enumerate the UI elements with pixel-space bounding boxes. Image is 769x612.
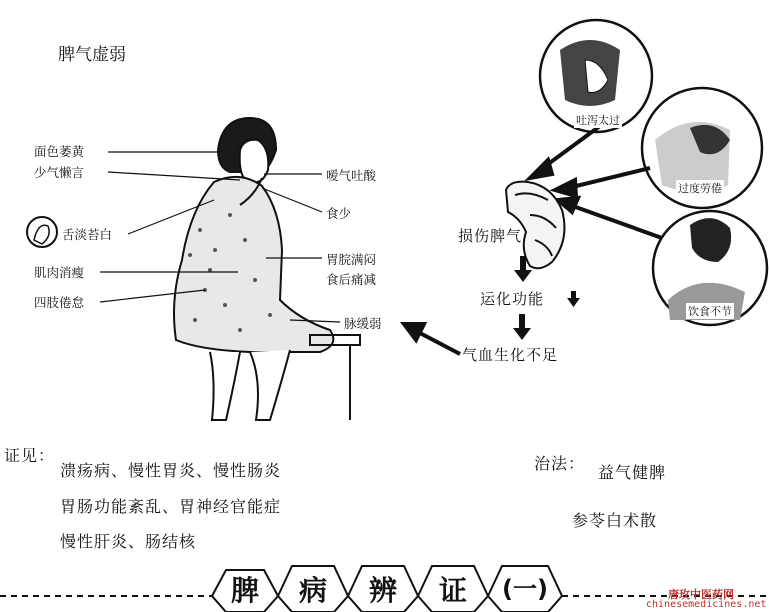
cause-label: 吐泻太过 bbox=[576, 114, 620, 127]
process-result: 气血生化不足 bbox=[462, 346, 559, 364]
symptom-label: 面色萎黄 bbox=[34, 144, 85, 159]
tongue-icon bbox=[27, 217, 57, 247]
symptom-label: 食后痛减 bbox=[326, 272, 377, 287]
treatment-method: 益气健脾 bbox=[598, 463, 667, 482]
banner-char: 病 bbox=[298, 574, 327, 607]
symptom-label: 少气懒言 bbox=[34, 165, 85, 180]
watermark-site: 唐玫中医药网 bbox=[668, 588, 734, 601]
treatment-label: 治法： bbox=[534, 454, 586, 473]
symptom-label: 嗳气吐酸 bbox=[326, 168, 377, 183]
cause-label: 过度劳倦 bbox=[678, 182, 722, 195]
banner-char: 证 bbox=[438, 574, 467, 607]
banner-char: 辨 bbox=[368, 574, 397, 607]
symptom-label: 四肢倦怠 bbox=[34, 295, 85, 310]
symptom-label: 食少 bbox=[326, 206, 352, 221]
indication-line: 胃肠功能紊乱、胃神经官能症 bbox=[60, 497, 282, 516]
symptom-label: 脉缓弱 bbox=[344, 316, 382, 331]
indications-label: 证见： bbox=[4, 446, 56, 465]
symptom-label: 舌淡苔白 bbox=[62, 227, 113, 242]
prescription: 参苓白术散 bbox=[572, 511, 658, 530]
indication-line: 慢性肝炎、肠结核 bbox=[60, 532, 197, 551]
symptom-label: 胃脘满闷 bbox=[326, 252, 377, 267]
process-function: 运化功能 bbox=[480, 290, 545, 308]
banner-char: 脾 bbox=[230, 574, 259, 607]
symptom-label: 肌肉消瘦 bbox=[34, 265, 85, 280]
cause-label: 饮食不节 bbox=[688, 305, 732, 318]
process-damage: 损伤脾气 bbox=[458, 227, 523, 245]
banner-char: (一) bbox=[502, 575, 548, 603]
watermark-url: chinesemedicines.net bbox=[646, 599, 767, 610]
diagram-title: 脾气虚弱 bbox=[58, 45, 126, 65]
indication-line: 溃疡病、慢性胃炎、慢性肠炎 bbox=[60, 461, 282, 480]
seated-woman-figure bbox=[174, 118, 360, 420]
